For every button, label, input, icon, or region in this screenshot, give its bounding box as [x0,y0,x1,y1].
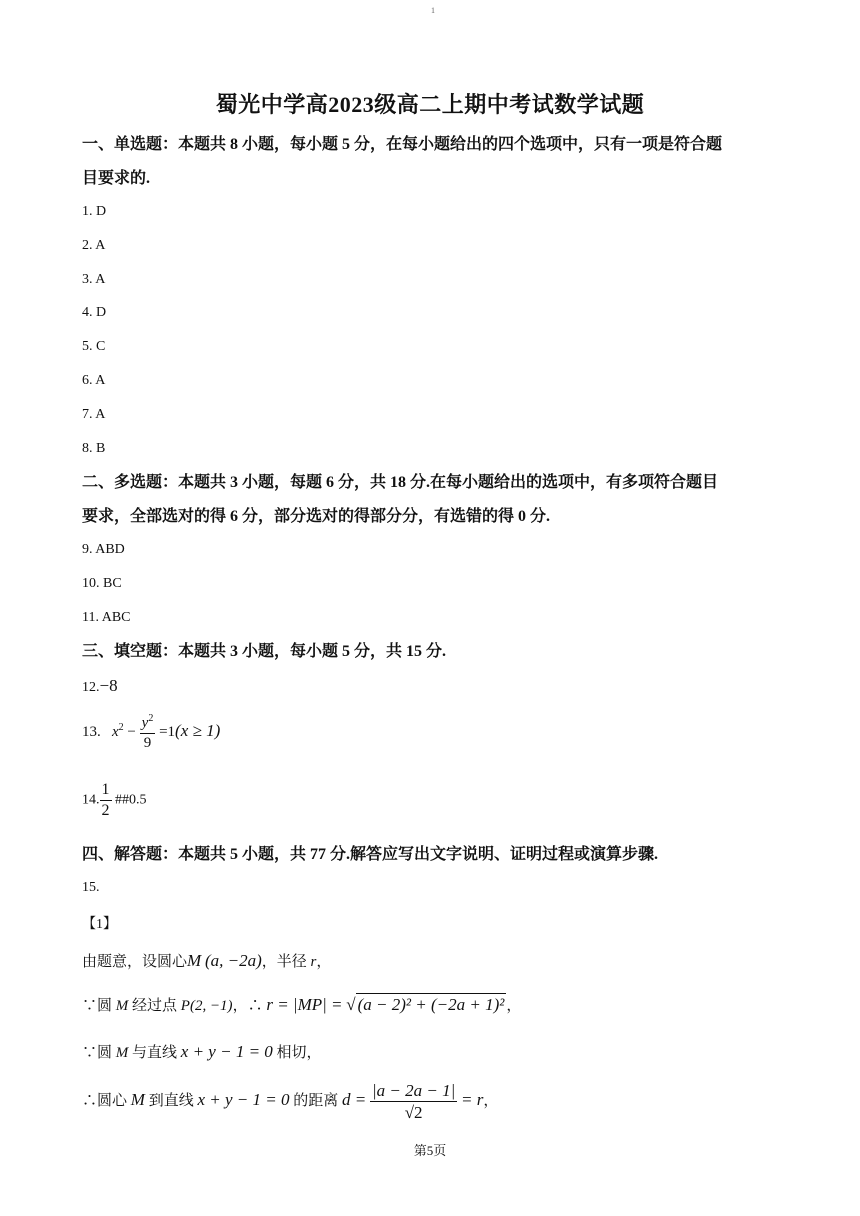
answer-14-frac-num: 1 [101,781,110,798]
line-2-text: ∵圆 [82,998,113,1014]
answer-14-frac-den: 2 [101,802,110,819]
answer-13-condition: (x ≥ 1) [175,720,221,740]
answer-12-value: −8 [99,676,118,695]
answer-13-equals: =1 [159,723,176,740]
line-4-text-3: 的距离 [293,1092,339,1109]
solution-line-2 [82,993,521,1015]
answer-11: 11. ABC [82,610,131,625]
section-2-heading-line1: 二、多选题：本题共 3 小题，每题 6 分，共 18 分.在每小题给出的选项中，有多项符合题目 [82,474,719,491]
answer-13-minus: − [127,723,136,740]
answer-8: 8. B [82,441,106,456]
answer-14-number: 14. [82,792,100,808]
line-1-r: r [310,954,317,970]
line-1-M: M [187,951,202,970]
answer-2: 2. A [82,238,106,253]
line-2-equation: r = |MP| = [266,995,343,1014]
section-2-heading-line2: 要求，全部选对的得 6 分，部分选对的得部分分，有选错的得 0 分. [82,508,551,525]
line-4-frac-den: √2 [370,1101,457,1121]
answer-12 [82,676,118,696]
line-4-end: ， [483,1092,499,1109]
solution-line-4 [82,1082,498,1121]
section-3-heading: 三、填空题：本题共 3 小题，每小题 5 分，共 15 分. [82,643,447,660]
line-4-fraction [370,1082,457,1121]
line-1-text: 由题意，设圆心 [82,954,188,970]
line-2-end: ， [506,998,522,1014]
page-title: 蜀光中学高2023级高二上期中考试数学试题 [215,92,645,117]
line-3-M: M [115,1045,129,1061]
line-3-text-2: 与直线 [132,1045,178,1061]
answer-10: 10. BC [82,576,122,591]
section-1-heading-line1: 一、单选题：本题共 8 小题，每小题 5 分，在每小题给出的四个选项中，只有一项是符合题 [82,136,723,153]
answer-13-frac-num: y [141,715,149,731]
line-4-text: ∴圆心 [82,1092,128,1109]
line-2-therefore: ，∴ [232,998,263,1014]
line-1-text-2: ，半径 [261,954,307,970]
line-2-M: M [115,998,129,1014]
answer-5: 5. C [82,339,106,354]
answer-14 [82,782,147,819]
solution-line-1 [82,950,331,971]
line-4-line-equation: x + y − 1 = 0 [197,1089,290,1109]
line-2-point-P: P(2, −1) [180,998,233,1014]
answer-9: 9. ABD [82,542,125,557]
answer-14-alt: ##0.5 [115,792,147,808]
answer-13-x: x [112,723,119,740]
line-4-frac-num: |a − 2a − 1| [371,1081,456,1100]
answer-6: 6. A [82,373,106,388]
line-1-center-coord: (a, −2a) [204,951,262,970]
answer-13-number: 13. [82,723,101,740]
answer-14-fraction [100,782,112,819]
section-4-heading: 四、解答题：本题共 5 小题，共 77 分.解答应写出文字说明、证明过程或演算步骤. [82,846,659,863]
section-1-heading-line2: 目要求的. [82,170,151,187]
line-4-d: d = [341,1089,367,1109]
line-4-M: M [130,1089,145,1109]
answer-12-number: 12. [82,680,100,695]
line-2-sqrt: √ (a − 2)² + (−2a + 1)² [346,995,505,1014]
page-footer: 第5页 [413,1143,447,1158]
answer-1: 1. D [82,204,107,219]
line-2-text-2: 经过点 [132,998,178,1014]
answer-7: 7. A [82,407,106,422]
page-top-mark: 1 [431,6,435,15]
line-3-text: ∵圆 [82,1045,113,1061]
answer-13-frac-den: 9 [140,733,156,751]
line-2-sqrt-content: (a − 2)² + (−2a + 1)² [357,995,505,1014]
answer-4: 4. D [82,305,107,320]
line-4-text-2: 到直线 [148,1092,194,1109]
line-3-line-equation: x + y − 1 = 0 [180,1042,273,1061]
answer-13: 13. $x^2$ − $\frac{y^2}{9}$ =1(x ≥ 1) [82,713,221,751]
question-15-label: 15. [82,880,100,895]
answer-3: 3. A [82,272,106,287]
line-1-end: ， [316,954,332,970]
answer-13-fraction: $\frac{y^2}{9}$ [141,713,154,751]
solution-line-3 [82,1041,322,1062]
part-1-label: 【1】 [82,917,117,932]
line-3-end: 相切， [276,1045,322,1061]
line-4-equals-r: = r [461,1089,484,1109]
